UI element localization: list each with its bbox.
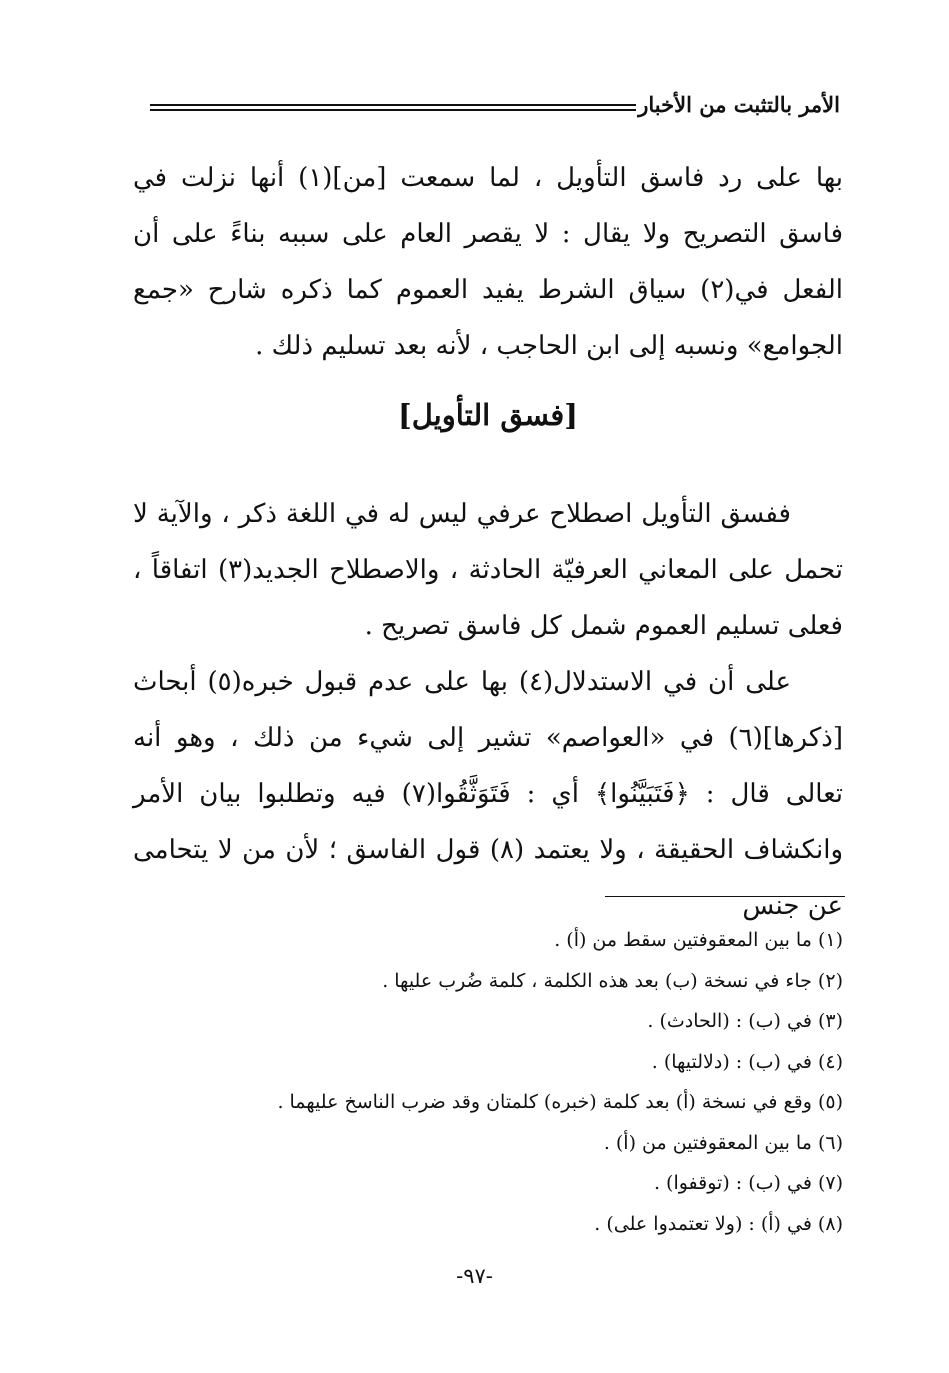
paragraph-text: على أن في الاستدلال(٤) بها على عدم قبول خبره(٥) أبحاث [ذكرها](٦) في «العواصم» تشير إلى شيء من ذلك ، وهو أنه تعالى قال : ﴿فَتَبَيَّنُوا﴾ أي : فَتَوَثَّقُوا(٧) فيه وتطلبوا بيان الأمر وانكشاف الحقيقة ، ولا يعتمد (٨) قول الفاسق ؛ لأن من لا يتحامى عن جنس xyxy=(133,667,844,921)
footnote-1: (١) ما بين المعقوفتين سقط من (أ) . xyxy=(554,929,843,951)
page-number: -٩٧- xyxy=(456,1264,493,1288)
body-paragraph-1 xyxy=(133,150,843,374)
running-title: الأمر بالتثبت من الأخبار xyxy=(638,92,840,117)
footnote-6: (٦) ما بين المعقوفتين من (أ) . xyxy=(603,1131,843,1154)
paragraph-text: بها على رد فاسق التأويل ، لما سمعت [من](١) أنها نزلت في فاسق التصريح ولا يقال : لا يقصر العام على سببه بناءً على أن الفعل في(٢) سياق الشرط يفيد العموم كما ذكره شارح «جمع الجوامع» ونسبه إلى ابن الحاجب ، لأنه بعد تسليم ذلك . xyxy=(133,163,844,361)
section-heading: [فسق التأويل] xyxy=(398,398,578,432)
running-header xyxy=(150,92,840,122)
footnotes-list xyxy=(133,920,843,1244)
header-double-rule xyxy=(150,104,636,111)
footnote-3: (٣) في (ب) : (الحادث) . xyxy=(647,1010,843,1032)
footnote-5: (٥) وقع في نسخة (أ) بعد كلمة (خبره) كلمتان وقد ضرب الناسخ عليهما . xyxy=(277,1091,843,1113)
paragraph-text: ففسق التأويل اصطلاح عرفي ليس له في اللغة ذكر ، والآية لا تحمل على المعاني العرفيّة الحادثة ، والاصطلاح الجديد(٣) اتفاقاً ، فعلى تسليم العموم شمل كل فاسق تصريح . xyxy=(133,499,843,641)
footnote-4: (٤) في (ب) : (دلالتيها) . xyxy=(651,1050,843,1073)
footnote-2: (٢) جاء في نسخة (ب) بعد هذه الكلمة ، كلمة ضُرب عليها . xyxy=(382,969,843,992)
body-paragraph-3 xyxy=(133,654,843,934)
body-paragraph-2 xyxy=(133,486,843,654)
footnote-separator xyxy=(605,896,845,897)
footnote-7: (٧) في (ب) : (توقفوا) . xyxy=(653,1172,843,1194)
footnote-8: (٨) في (أ) : (ولا تعتمدوا على) . xyxy=(594,1212,843,1235)
